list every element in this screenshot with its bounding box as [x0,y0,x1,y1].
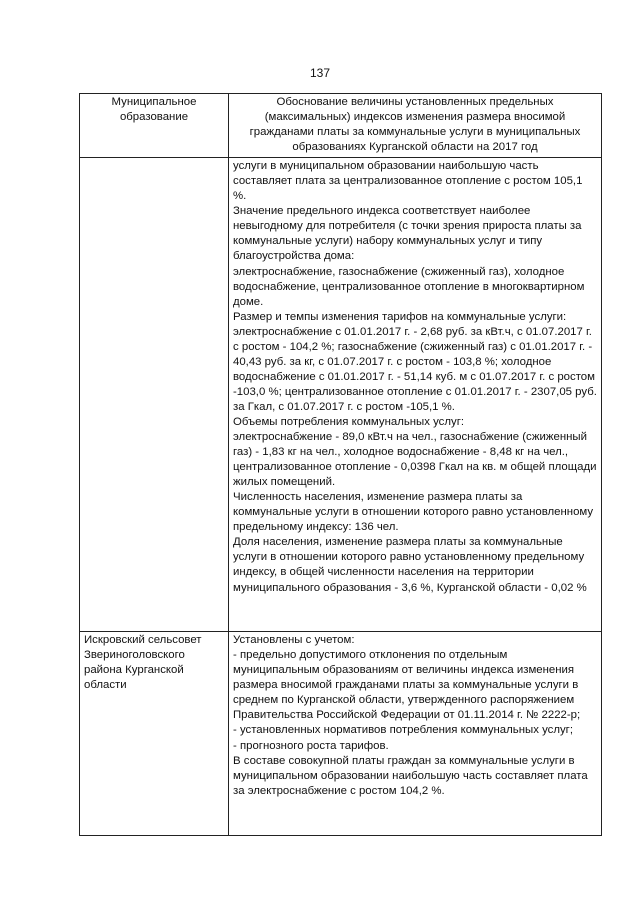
paragraph: электроснабжение с 01.01.2017 г. - 2,68 руб. за кВт.ч, с 01.07.2017 г. с ростом - 104,2 %; газоснабжение (сжиженный газ) с 01.01.2017 г. - 40,43 руб. за кг, с 01.07.2017 г. с ростом - 103,8 %; холодное водоснабжение с 01.01.2017 г. - 51,14 куб. м с 01.07.2017 г. с ростом -103,0 %; централизованное отопление с 01.01.2017 г. - 2307,05 руб. за Гкал, с 01.07.2017 г. с ростом -105,1 %. [233,325,597,413]
municipality-cell [80,158,229,632]
table-row [80,632,602,836]
table-header-row [80,94,602,158]
justification-cell [229,158,602,632]
paragraph: В составе совокупной платы граждан за коммунальные услуги в муниципальном образовании наибольшую часть составляет плата за электроснабжение с ростом 104,2 %. [233,754,588,797]
header-municipality: Муниципальное образование [80,94,229,158]
paragraph: Объемы потребления коммунальных услуг: [233,415,465,428]
paragraph: - прогнозного роста тарифов. [233,739,389,752]
justification-table [79,93,602,836]
justification-cell [229,632,602,836]
paragraph: услуги в муниципальном образовании наибольшую часть составляет плата за централизованное отопление с ростом 105,1 %. [233,160,583,203]
municipality-cell: Искровский сельсовет Звериноголовского района Курганской области [80,632,229,836]
page-number: 137 [309,66,331,80]
table-row [80,158,602,632]
paragraph: Значение предельного индекса соответствует наиболее невыгодному для потребителя (с точки зрения прироста платы за коммунальные услуги) набору коммунальных услуг и типу благоустройства дома: [233,205,582,263]
paragraph: Доля населения, изменение размера платы за коммунальные услуги в отношении которого равно установленному предельному индексу, в общей численности населения на территории муниципального образования - 3,6 %, Курганской области - 0,02 % [233,536,587,594]
paragraph: - установленных нормативов потребления коммунальных услуг; [233,724,573,737]
paragraph: Численность населения, изменение размера платы за коммунальные услуги в отношении которого равно установленному предельному индексу: 136 чел. [233,491,594,534]
paragraph: электроснабжение, газоснабжение (сжиженный газ), холодное водоснабжение, централизованное отопление в многоквартирном доме. [233,265,585,308]
paragraph: Установлены с учетом: [233,634,355,647]
paragraph: электроснабжение - 89,0 кВт.ч на чел., газоснабжение (сжиженный газ) - 1,83 кг на чел., холодное водоснабжение - 8,48 кг на чел., централизованное отопление - 0,0398 Гкал на кв. м общей площади жилых помещений. [233,431,597,489]
paragraph: Размер и темпы изменения тарифов на коммунальные услуги: [233,310,567,323]
paragraph: - предельно допустимого отклонения по отдельным муниципальным образованиям от величины индекса изменения размера вносимой гражданами платы за коммунальные услуги в среднем по Курганской области, утвержденного распоряжением Правительства Российской Федерации от 01.11.2014 г. № 2222-р; [233,649,581,722]
header-justification: Обоснование величины установленных предельных (максимальных) индексов изменения размера вносимой гражданами платы за коммунальные услуги в муниципальных образованиях Курганской области на 2017 год [229,94,602,158]
